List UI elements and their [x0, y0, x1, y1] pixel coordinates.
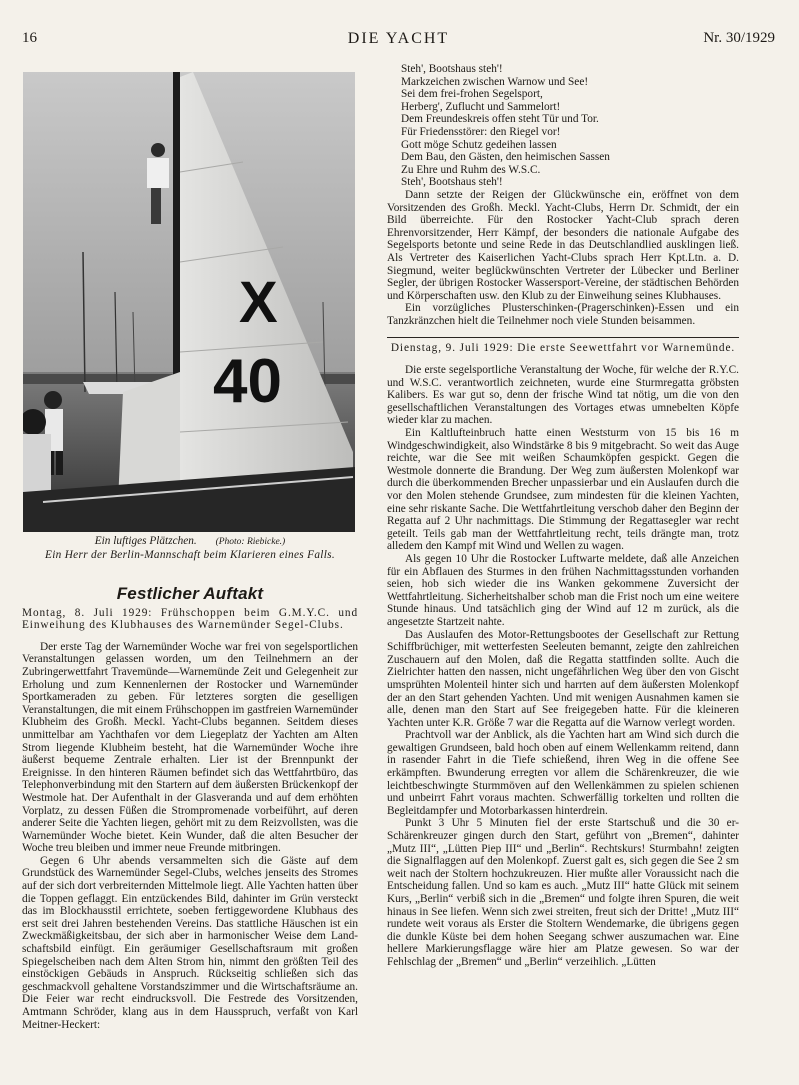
poem-line: Gott möge Schutz gedeihen lassen — [401, 138, 557, 151]
photo-caption-subline: Ein Herr der Berlin-Mannschaft beim Klarieren eines Falls. — [45, 549, 335, 561]
caption-text: Ein luftiges Plätzchen. — [94, 535, 197, 547]
photo-caption — [22, 535, 358, 549]
paragraph: Als gegen 10 Uhr die Rostocker Luftwarte meldete, daß alle Anzeichen für ein Abflauen des Sturmes in den frühen Nachmittagsstunden vorhanden seien, hob sich wieder die ins Wanken gekommene Zuversicht der Wettfahrtleitung. Sicherheitshalber schob man die Frist noch um eine weitere Stunde hinaus. Und tatsächlich ging der Wind auf 12 m zurück, als die angesetzte Startzeit nahte. — [387, 552, 739, 628]
sail-letter: X — [239, 270, 278, 335]
page-header — [22, 30, 775, 52]
paragraph: Ein Kaltlufteinbruch hatte einen Weststurm von 15 bis 16 m Windgeschwindigkeit, also Windstärke 8 bis 9 mitgebracht. So weit das Auge reichte, war die See mit weißen Schaumköpfen gespickt. Gegen die Westmole donnerte die Brandung. Der Weg zum äußersten Molenkopf war durch die überkommenden Brecher unpassierbar und ein Auslaufen durch die vor den Molen stehende Grundsee, zum mindesten für die kleinen Yachten, eine sehr riskante Sache. Die Wettfahrtleitung verschob daher den Beginn der Regatta auf 2 Uhr nachmittags. Die Stimmung der Regattasegler war recht geteilt. Teils gab man der Wettfahrtleitung recht, teils drängte man, trotz alledem den Kampf mit Wind und Wellen zu wagen. — [387, 427, 739, 553]
poem-line: Herberg', Zuflucht und Sammelort! — [401, 100, 561, 113]
page-number: 16 — [22, 30, 37, 46]
poem-line: Sei dem frei-frohen Segelsport, — [401, 88, 543, 101]
right-column — [387, 63, 739, 969]
paragraph: Ein vorzügliches Plusterschinken-(Pragerschinken)-Essen und ein Tanzkränzchen hielt die Teilnehmer noch viele Stunden beisammen. — [387, 302, 739, 327]
sailing-photo — [23, 72, 355, 532]
photo-credit: (Photo: Riebicke.) — [215, 537, 286, 547]
paragraph: Die erste segelsportliche Veranstaltung der Woche, für welche der R.Y.C. und W.S.C. verantwortlich zeichneten, wurde eine Sturmregatta gröbsten Kalibers. Es war gut so, denn der frische Wind tat nötig, um die von den gesellschaftlichen Veranstaltungen des Vortages etwas umnebelten Köpfe wieder klar zu machen. — [387, 364, 739, 427]
journal-title: DIE YACHT — [347, 30, 450, 47]
poem-line: Steh', Bootshaus steh'! — [401, 63, 503, 75]
poem-line: Dem Freundeskreis offen steht Tür und Tor. — [401, 113, 599, 126]
poem-line: Steh', Bootshaus steh'! — [401, 176, 503, 189]
poem-line: Für Friedensstörer: den Riegel vor! — [401, 125, 561, 138]
house-motto-poem — [401, 63, 739, 189]
paragraph: Das Auslaufen des Motor-Rettungsbootes der Gesellschaft zur Rettung Schiffbrüchiger, mit wetterfesten Seeleuten bemannt, zeigte den zahlreichen Zuschauern auf den Molen, daß die Regatta stattfinden sollte. Auch die Zielrichter hatten den nassen, nicht ungefährlichen Weg über den von Gischt umsprühten Molenteil hinter sich und harrten auf dem äußersten Molenkopf der an den Start gehenden Yachten. Und mit wenigen Ausnahmen kamen sie alle, denen man den Start auf See freigegeben hatte. Für die kleineren Yachten unter K.R. Größe 7 war die Regatta auf die Warnow verlegt worden. — [387, 628, 739, 729]
issue-number: Nr. 30/1929 — [703, 30, 775, 46]
poem-line: Markzeichen zwischen Warnow und See! — [401, 75, 589, 88]
paragraph: Gegen 6 Uhr abends versammelten sich die Gäste auf dem Grundstück des Warnemünder Segel-Clubs, welches jenseits des Stromes auf der sich dort verbreiternden Mittelmole liegt. Alle Yachten hatten über die Toppen geflaggt. Ein entzückendes Bild, dahinter im Grün versteckt das im Blockhausstil errichtete, soeben fertiggewordene Klubhaus des erst seit drei Jahren bestehenden Vereins. Das stattliche Häuschen ist ein Zweckmäßigkeitsbau, der sich aber in harmonischer Weise dem Landschaftsbild einfügt. Ein geräumiger Gesellschaftsraum mit großen Spiegelscheiben nach dem Alten Strom hin, nimmt den größten Teil des einstöckigen Gebäuds in Anspruch. Rückseitig schließen sich das geschmackvoll gehaltene Vorstandszimmer und die Wirtschaftsräume an. Die Feier war recht eindrucksvoll. Die Festrede des Vorsitzenden, Amtmann Schröder, klang aus in dem Hausspruch, verfaßt von Karl Meitner-Heckert: — [22, 854, 358, 1031]
dateline-monday: Montag, 8. Juli 1929: Frühschoppen beim G.M.Y.C. und Einweihung des Klubhauses des Warnemünder Segel-Clubs. — [22, 606, 358, 632]
dateline-tuesday: Dienstag, 9. Juli 1929: Die erste Seewettfahrt vor Warnemünde. — [390, 342, 736, 355]
left-column — [22, 72, 358, 1031]
poem-line: Dem Bau, den Gästen, den heimischen Sassen — [401, 151, 610, 164]
paragraph: Prachtvoll war der Anblick, als die Yachten hart am Wind sich durch die gewaltigen Grundseen, bald hoch oben auf einem Wellenkamm reitend, dann in rasender Fahrt in die Tiefe schießend, ihren Weg in die offene See erkämpften. Bwunderung erregten vor allem die Schärenkreuzer, die wie leichtbeschwingte Sturmmöven auf den Wellenkämmen zu spielen schienen und unbeirrt Fahrt voraus machten. Schwerfällig torkelten und rollten die Begleitdampfer und Motorbarkassen hinterdrein. — [387, 729, 739, 817]
section-heading: Festlicher Auftakt — [116, 584, 264, 603]
poem-line: Zu Ehre und Ruhm des W.S.C. — [401, 163, 541, 176]
paragraph: Der erste Tag der Warnemünder Woche war frei von segelsportlichen Veranstaltungen gelassen worden, um den Teilnehmern an der Zubringerwettfahrt Travemünde—Warnemünde Zeit und Gelegenheit zur Erholung und zum Kennenlernen der Rostocker und Warnemünder Sportkameraden zu geben. Für letzteres sorgten die geselligen Veranstaltungen, die mit einem Frühschoppen im gastfreien Warnemünder Klubheim des Großh. Meckl. Yacht-Clubs begannen. Seitdem dieses unmittelbar am Yachthafen vor dem Liegeplatz der Yachten am Alten Strom liegende Klubheim besteht, hat die Warnemünder Woche ihre äußerst bequeme Zentrale erhalten. Lier ist der Brennpunkt der Ereignisse. In den hinteren Räumen befindet sich das Wettfahrtbüro, das Telephonverbindung mit den Startern auf dem äußersten Brückenkopf der Westmole hat. Der Aufenthalt in der Glasveranda und auf dem erhöhten Vorplatz, zu dessen Füßen die Strompromenade vorbeiführt, auf deren anderer Seite die Yachten liegen, gehört mit zu dem Reizvollsten, was die Warnemünder Woche bietet. Kein Wunder, daß die alten Besucher der Woche treu bleiben und immer neue Freunde mitbringen. — [22, 640, 358, 855]
paragraph: Punkt 3 Uhr 5 Minuten fiel der erste Startschuß und die 30 er-Schärenkreuzer gingen durch den Start, geführt von „Bremen“, dahinter „Mutz III“, „Lütten Piep III“ und „Berlin“. Rechtskurs! Sturmbahn! zeigten die Signalflaggen auf den Molenkopf. Zuerst galt es, sich gegen die See 2 sm weit nach der Stoltern hochzukreuzen. Hier mußte aller Voraussicht nach die Entscheidung fallen. Und so kam es auch. „Mutz III“ hatte Glück mit seinem Kurs, „Berlin“ verbiß sich in die „Bremen“ und folgte ihren Spuren, die weit hinaus in See liefen. Wenn sich zwei streiten, freut sich der Dritte! „Mutz III“ rundete weit voraus als Erster die Stoltern Wendemarke, die übrigens gegen die dunkle Küste bei dem hohen Seegang schwer auszumachen war. Eine hellere Markierungsflagge wäre hier am Platze gewesen. So war der Fehlschlag der „Bremen“ und „Berlin“ verzeihlich. „Lütten — [387, 817, 739, 968]
sail-number: 40 — [213, 347, 282, 416]
section-divider — [387, 337, 739, 338]
paragraph: Dann setzte der Reigen der Glückwünsche ein, eröffnet von dem Vorsitzenden des Großh. Meckl. Yacht-Clubs, Herrn Dr. Schmidt, der ein Bild überreichte. Für den Rostocker Yacht-Club sprach deren Ehrenvorsitzender, Herr Kämpf, der besonders die nationale Aufgabe des Segelsports betonte und seine Rede in das Deutschlandlied ausklingen ließ. Als Vertreter des Kaiserlichen Yacht-Clubs sprach Herr Kpt.Ltn. a. D. Siegmund, weiter beglückwünschten Vertreter der Lübecker und Berliner Segler, der übrigen Rostocker Wassersport-Vereine, der städtischen Behörden und Körperschaften usw. den Klub zu der Einweihung seines Klubhauses. — [387, 188, 739, 302]
